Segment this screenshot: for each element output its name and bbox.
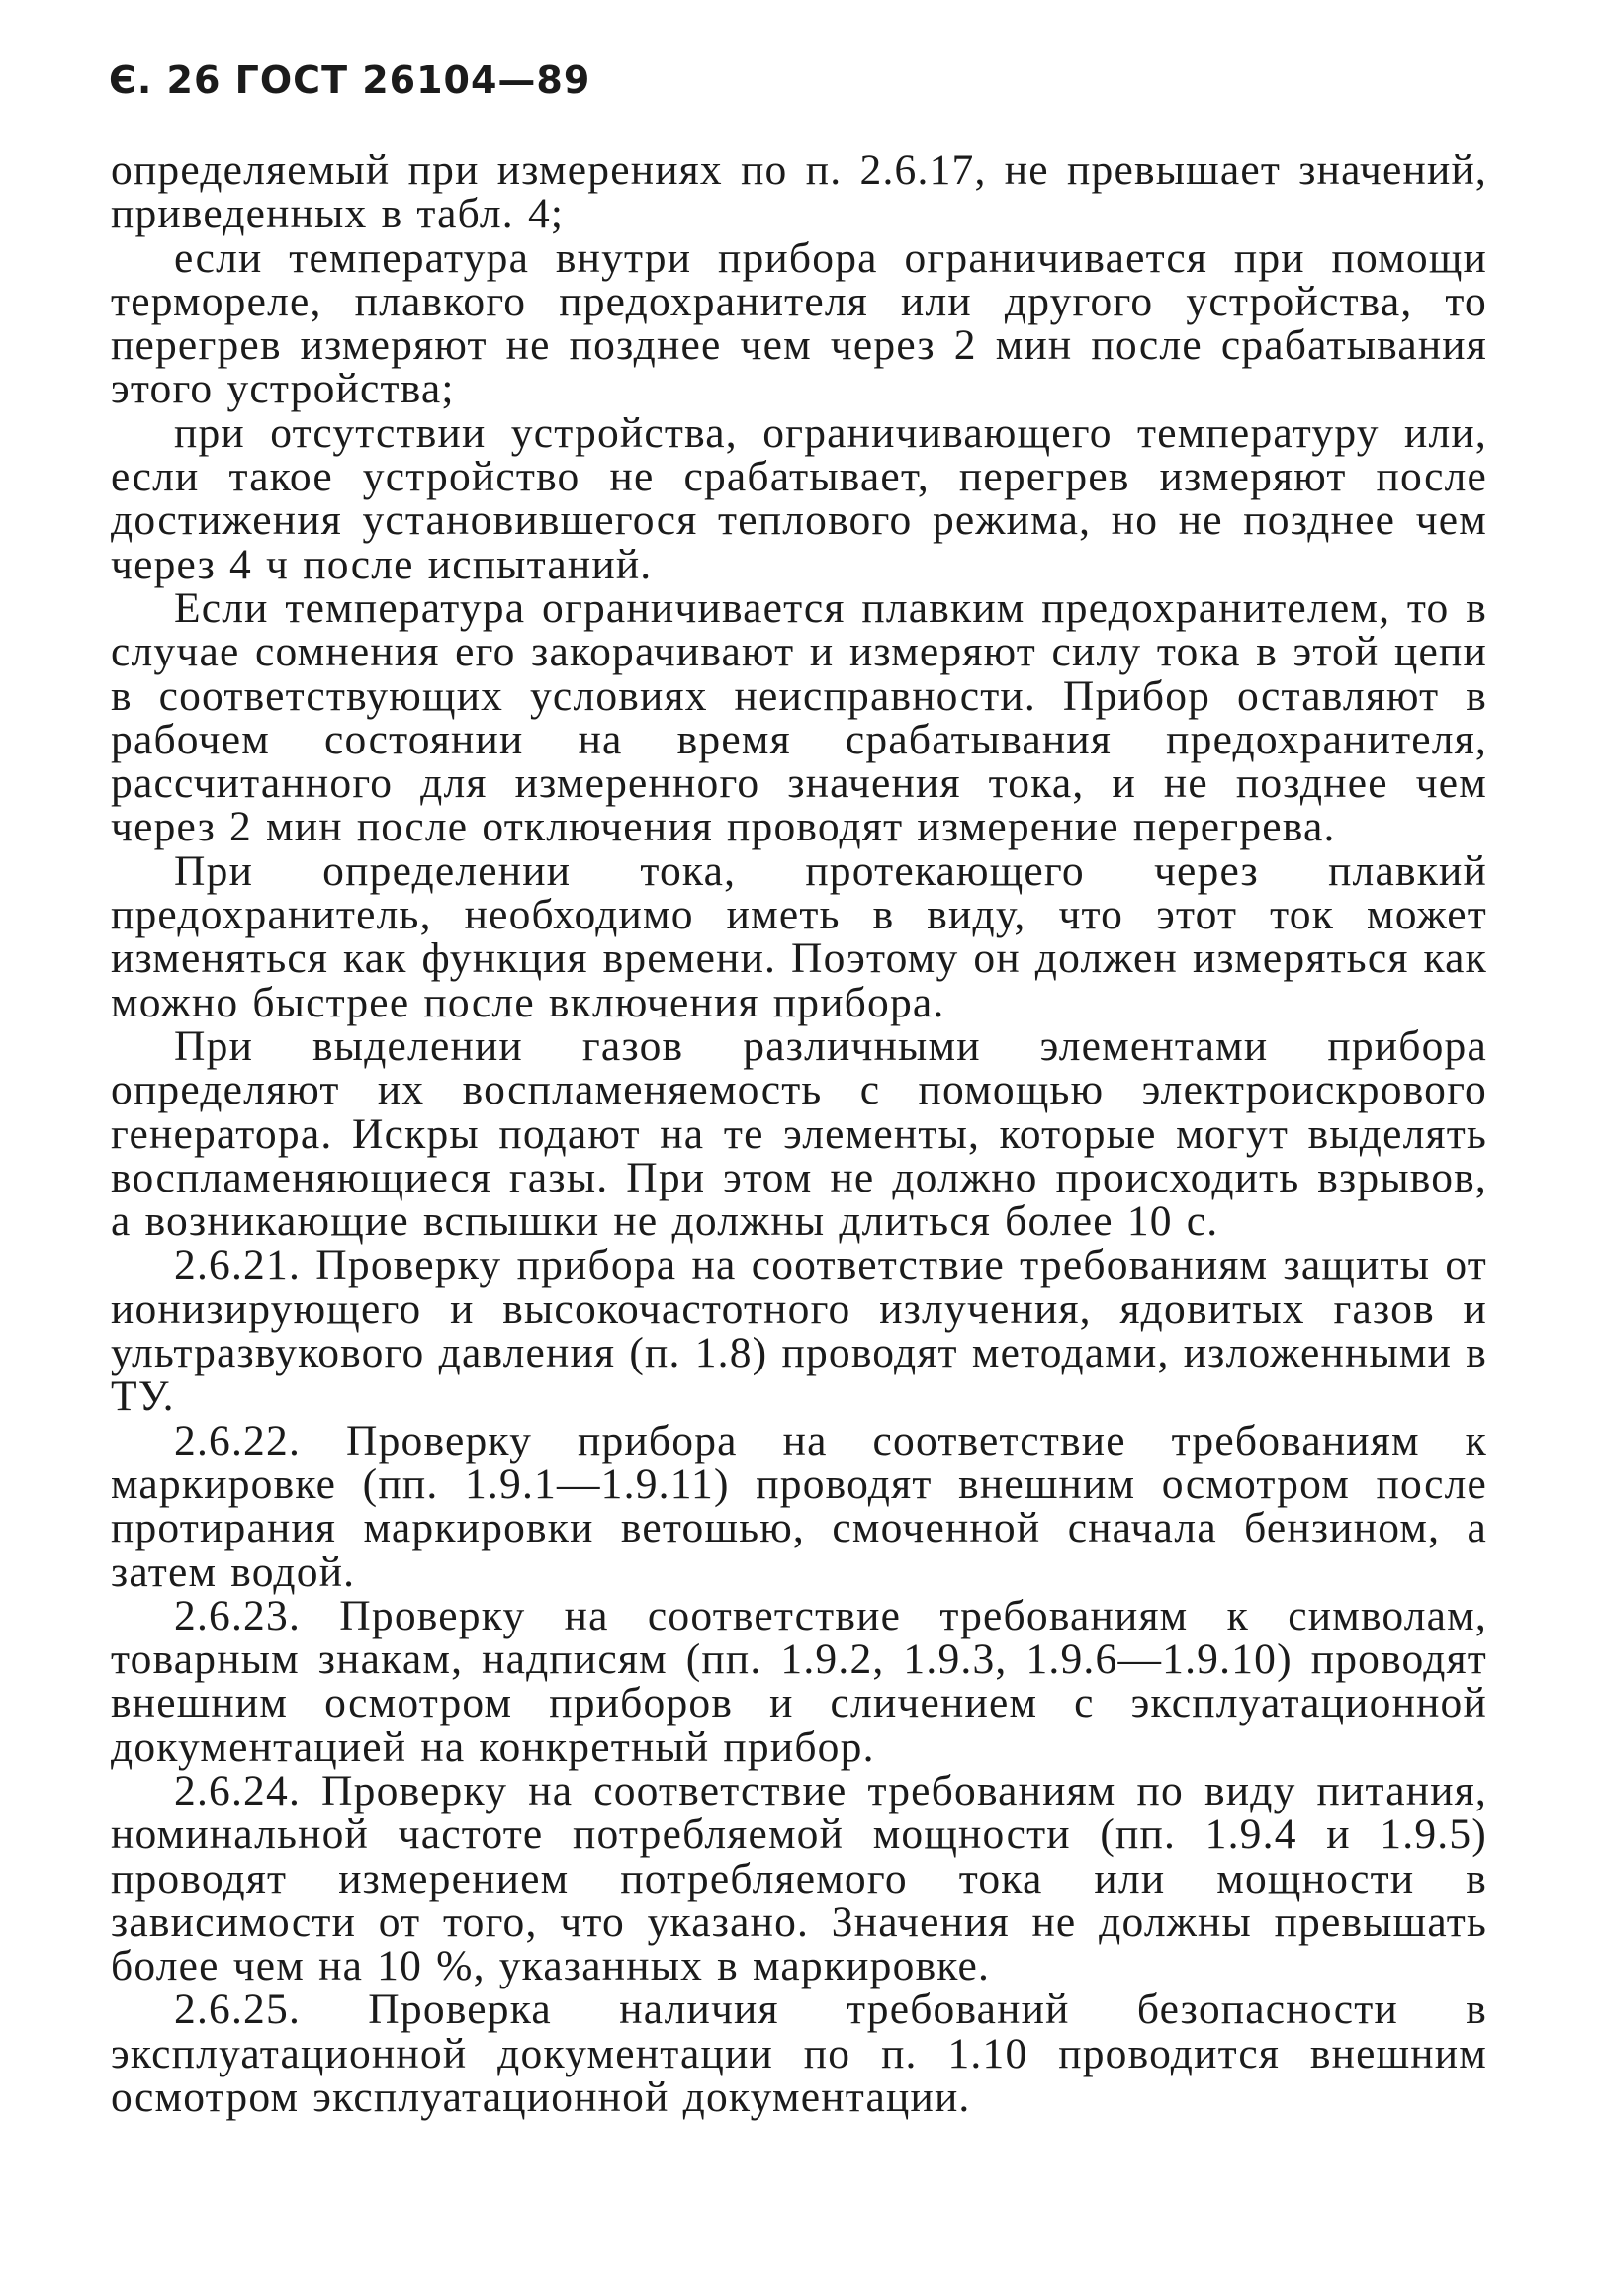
clause-2-6-23: 2.6.23. Проверку на соответствие требованиям к символам, товарным знакам, надписям (пп. 1.9.2, 1.9.3, 1.9.6—1.9.10) проводят внешним осмотром приборов и сличением с эксплуатационной документацией на конкретный прибор. — [111, 1591, 1487, 1771]
paragraph-no-limiting-device: при отсутствии устройства, ограничивающего температуру или, если такое устройство не срабатывает, перегрев измеряют после достижения установившегося теплового режима, но не позднее чем через 4 ч после испытаний. — [111, 408, 1487, 588]
clause-2-6-24: 2.6.24. Проверку на соответствие требованиям по виду питания, номинальной частоте потребляемой мощности (пп. 1.9.4 и 1.9.5) проводят измерением потребляемого тока или мощности в зависимости от того, что указано. Значения не должны превышать более чем на 10 %, указанных в маркировке. — [111, 1766, 1487, 1990]
paragraph-fuse-limited: Если температура ограничивается плавким предохранителем, то в случае сомнения его закорачивают и измеряют силу тока в этой цепи в соответствующих условиях неисправности. Прибор оставляют в рабочем состоянии на время срабатывания предохранителя, рассчитанного для измеренного значения тока, и не позднее чем через 2 мин после отключения проводят измерение перегрева. — [111, 583, 1487, 851]
clause-2-6-21: 2.6.21. Проверку прибора на соответствие требованиям защиты от ионизирующего и высокочастотного излучения, ядовитых газов и ультразвукового давления (п. 1.8) проводят методами, изложенными в ТУ. — [111, 1241, 1487, 1421]
paragraph-gas-ignition: При выделении газов различными элементами прибора определяют их воспламеняемость с помощью электроискрового генератора. Искры подают на те элементы, которые могут выделять воспламеняющиеся газы. При этом не должно происходить взрывов, а возникающие вспышки не должны длиться более 10 с. — [111, 1021, 1487, 1246]
paragraph-continuation: определяемый при измерениях по п. 2.6.17, не превышает значений, приведенных в табл. 4; — [111, 146, 1487, 238]
paragraph-thermal-relay: если температура внутри прибора ограничивается при помощи термореле, плавкого предохранителя или другого устройства, то перегрев измеряют не позднее чем через 2 мин после срабатывания этого устройства; — [111, 233, 1487, 413]
running-header: Є. 26 ГОСТ 26104—89 — [109, 58, 591, 102]
clause-2-6-22: 2.6.22. Проверку прибора на соответствие требованиям к маркировке (пп. 1.9.1—1.9.11) проводят внешним осмотром после протирания маркировки ветошью, смоченной сначала бензином, а затем водой. — [111, 1416, 1487, 1596]
body-text — [111, 146, 1487, 2122]
paragraph-fuse-current: При определении тока, протекающего через плавкий предохранитель, необходимо иметь в виду, что этот ток может изменяться как функция времени. Поэтому он должен измеряться как можно быстрее после включения прибора. — [111, 846, 1487, 1026]
clause-2-6-25: 2.6.25. Проверка наличия требований безопасности в эксплуатационной документации по п. 1.10 проводится внешним осмотром эксплуатационной документации. — [111, 1986, 1487, 2122]
